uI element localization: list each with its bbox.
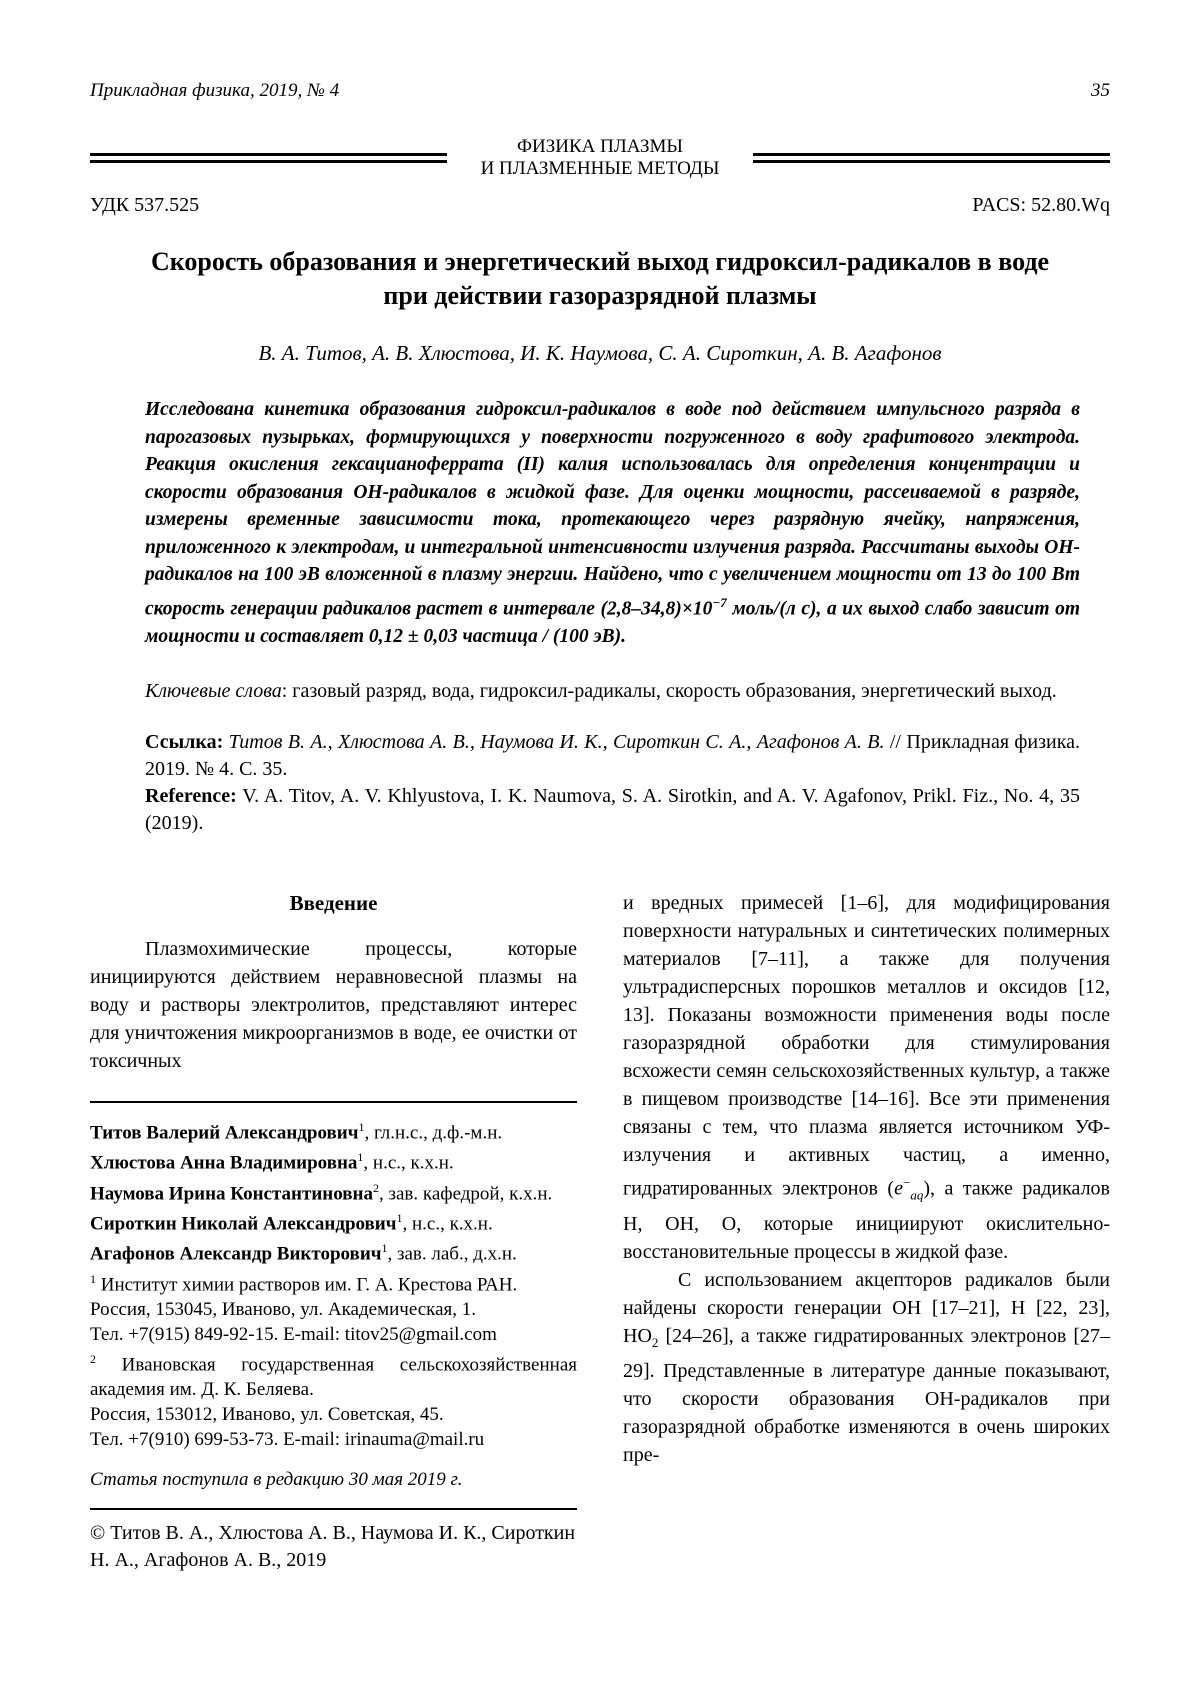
person-affil-mark: 1 — [381, 1241, 388, 1256]
abstract-text-2: моль/(л с), а их выход слабо зависит от мощности и составляет 0,12 ± 0,03 частица / (100 эВ). — [145, 598, 1080, 647]
ho2-subscript: 2 — [651, 1334, 659, 1350]
page-number: 35 — [1091, 80, 1110, 101]
affiliation-2-address: Россия, 153012, Иваново, ул. Советская, 45. — [90, 1404, 444, 1426]
footnote-divider — [90, 1101, 577, 1103]
citation-en-label: Reference: — [145, 785, 237, 807]
citation-ru-source: // Прикладная физика. 2019. № 4. С. 35. — [145, 731, 1080, 780]
citation-ru-label: Ссылка: — [145, 731, 224, 753]
affiliation-1 — [90, 1267, 577, 1297]
article-title — [90, 245, 1110, 313]
udk-code: УДК 537.525 — [90, 194, 200, 216]
paragraph-1-text-a: и вредных примесей [1–6], для модифицирования поверхности натуральных и синтетических полимерных материалов [7–11], а также для получения ультрадисперсных порошков металлов и оксидов [12, 13]. Показаны возможности применения воды после газоразрядной обработки для стимулирования всхожести семян сельскохозяйственных культур, а также в пищевом производстве [14–16]. Все эти применения связаны с тем, что плазма является источником УФ-излучения и активных частиц, а именно, гидратированных электронов ( — [623, 892, 1110, 1200]
person-affil-mark: 1 — [358, 1120, 365, 1134]
body-paragraph-1 — [623, 889, 1110, 1266]
journal-name: Прикладная физика, 2019, № 4 — [90, 80, 340, 101]
person-affil-mark: 1 — [396, 1210, 403, 1225]
affiliation-2-mark: 2 — [90, 1351, 96, 1366]
keywords — [145, 678, 1080, 705]
footnote-person — [90, 1145, 577, 1175]
person-info: , н.с., к.х.н. — [363, 1152, 454, 1174]
article-authors: В. А. Титов, А. В. Хлюстова, И. К. Наумова, С. А. Сироткин, А. В. Агафонов — [258, 341, 942, 365]
paragraph-1-text-b: ), а также радикалов Н, ОН, О, которые инициируют окислительно-восстановительные процессы в жидкой фазе. — [623, 1177, 1110, 1263]
affiliation-2-contact: Тел. +7(910) 699-53-73. E-mail: irinauma@mail.ru — [90, 1429, 485, 1451]
section-rubric — [90, 136, 1110, 180]
person-info: , зав. кафедрой, к.х.н. — [378, 1182, 553, 1204]
person-affil-mark: 2 — [372, 1180, 379, 1195]
hydrated-electron-symbol: e — [894, 1177, 903, 1200]
author-footnotes — [90, 1115, 577, 1452]
affiliation-1-text: Институт химии растворов им. Г. А. Крестова РАН. — [96, 1273, 518, 1295]
footnote-person — [90, 1236, 577, 1266]
person-name: Наумова Ирина Константиновна — [90, 1182, 373, 1204]
citation-ru — [145, 729, 1080, 783]
affiliation-1-contact: Тел. +7(915) 849-92-15. E-mail: titov25@gmail.com — [90, 1323, 497, 1345]
keywords-label: Ключевые слова — [145, 680, 282, 702]
rubric-line-1: ФИЗИКА ПЛАЗМЫ — [517, 136, 683, 157]
affiliation-1-mark: 1 — [90, 1271, 96, 1286]
abstract — [145, 396, 1080, 650]
copyright-line: © Титов В. А., Хлюстова А. В., Наумова И. К., Сироткин Н. А., Агафонов А. В., 2019 — [90, 1522, 576, 1572]
article-title-line-1: Скорость образования и энергетический выход гидроксил-радикалов в воде — [150, 247, 1050, 276]
affiliation-1-address: Россия, 153045, Иваново, ул. Академическая, 1. — [90, 1298, 477, 1320]
abstract-exponent: −7 — [712, 594, 727, 610]
article-title-line-2: при действии газоразрядной плазмы — [383, 281, 817, 310]
introduction-heading: Введение — [289, 891, 378, 915]
right-column — [623, 889, 1110, 1574]
citation-en-text: V. A. Titov, A. V. Khlyustova, I. K. Naumova, S. A. Sirotkin, and A. V. Agafonov, Prikl. Fiz., No. 4, 35 (2019). — [145, 785, 1080, 834]
citation-ru-authors: Титов В. А., Хлюстова А. В., Наумова И. К., Сироткин С. А., Агафонов А. В. — [223, 731, 890, 753]
person-affil-mark: 1 — [357, 1150, 364, 1165]
paragraph-2-text-a: С использованием акцепторов радикалов были найдены скорости генерации ОН [17–21], Н [22, 23], НО — [623, 1268, 1110, 1347]
citation-block — [145, 729, 1080, 837]
person-info: , зав. лаб., д.х.н. — [387, 1243, 517, 1265]
person-name: Агафонов Александр Викторович — [90, 1243, 382, 1265]
person-name: Сироткин Николай Александрович — [90, 1213, 397, 1235]
body-paragraph-2 — [623, 1266, 1110, 1469]
rubric-line-2: И ПЛАЗМЕННЫЕ МЕТОДЫ — [480, 158, 720, 179]
keywords-text: : газовый разряд, вода, гидроксил-радикалы, скорость образования, энергетический выход. — [281, 680, 1057, 702]
abstract-text-1: Исследована кинетика образования гидроксил-радикалов в воде под действием импульсного разряда в парогазовых пузырьках, формирующихся у поверхности погруженного в воду графитового электрода. Реакция окисления гексацианоферрата (II) калия использовалась для определения концентрации и скорости образования ОН-радикалов в жидкой фазе. Для оценки мощности, рассеиваемой в разряде, измерены временные зависимости тока, протекающего через разрядную ячейку, напряжения, приложенного к электродам, и интегральной интенсивности излучения разряда. Рассчитаны выходы ОН-радикалов на 100 эВ вложенной в плазму энергии. Найдено, что с увеличением мощности от 13 до 100 Вт скорость генерации радикалов растет в интервале (2,8–34,8)×10 — [145, 399, 1080, 619]
rubric-title — [447, 136, 754, 180]
footnote-person — [90, 1115, 577, 1145]
two-column-body — [90, 889, 1110, 1574]
footnote-person — [90, 1206, 577, 1236]
hydrated-electron-charge: − — [902, 1175, 911, 1190]
classification-codes — [90, 194, 1110, 217]
person-info: , н.с., к.х.н. — [402, 1213, 493, 1235]
footnote-person — [90, 1176, 577, 1206]
left-column — [90, 889, 577, 1574]
person-name: Хлюстова Анна Владимировна — [90, 1152, 358, 1174]
citation-en — [145, 783, 1080, 837]
rubric-rule-right — [753, 153, 1110, 163]
running-header — [90, 80, 1110, 102]
person-info: , гл.н.с., д.ф.-м.н. — [364, 1122, 503, 1144]
hydrated-electron-subscript: aq — [910, 1187, 924, 1203]
person-name: Титов Валерий Александрович — [90, 1122, 359, 1144]
rubric-rule-left — [90, 153, 447, 163]
received-date-note: Статья поступила в редакцию 30 мая 2019 г. — [90, 1469, 463, 1491]
paragraph-2-text-b: [24–26], а также гидратированных электронов [27–29]. Представленные в литературе данные показывают, что скорости образования ОН-радикалов при газоразрядной обработке изменяются в очень широких пре- — [623, 1324, 1110, 1466]
affiliation-2-text: Ивановская государственная сельскохозяйственная академия им. Д. К. Беляева. — [90, 1354, 577, 1401]
page-content — [90, 80, 1110, 1574]
pacs-code: PACS: 52.80.Wq — [972, 194, 1110, 216]
copyright-divider — [90, 1508, 577, 1510]
affiliation-2 — [90, 1347, 577, 1402]
intro-paragraph: Плазмохимические процессы, которые инициируются действием неравновесной плазмы на воду и растворы электролитов, представляют интерес для уничтожения микроорганизмов в воде, ее очистки от токсичных — [90, 938, 577, 1072]
